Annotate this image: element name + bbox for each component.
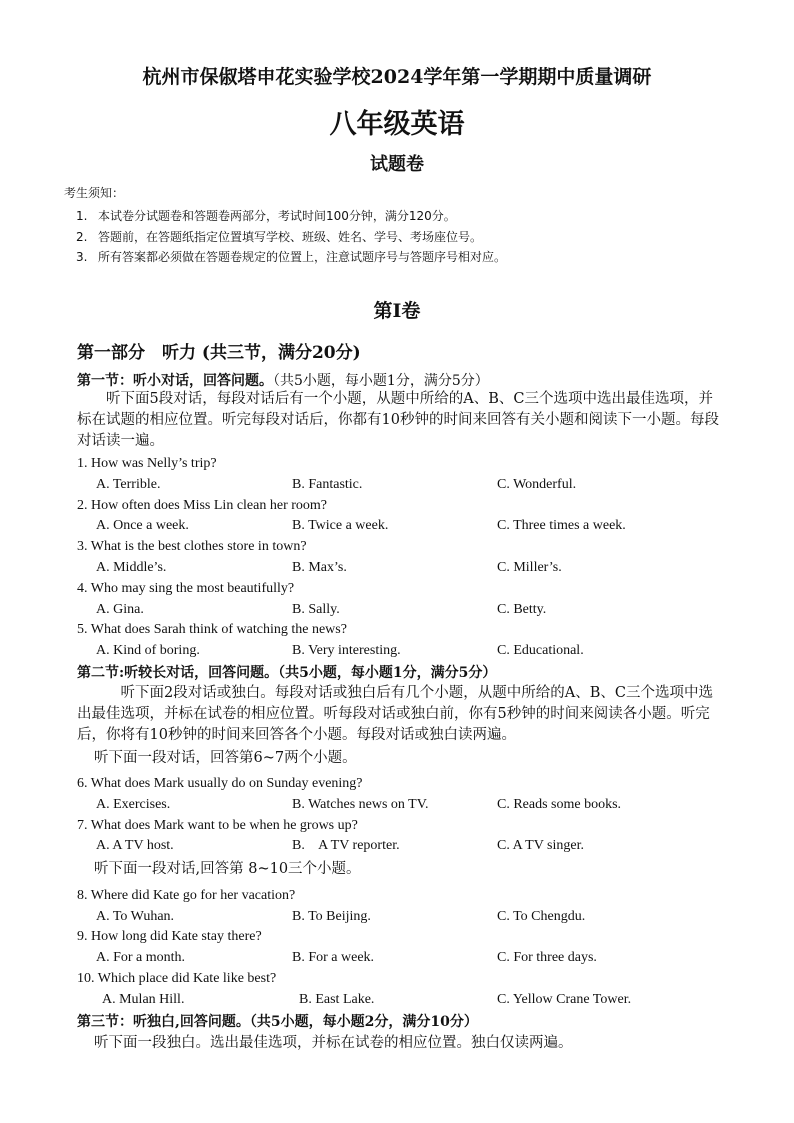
option-a: A. Mulan Hill.: [102, 992, 185, 1007]
option-a: A. Gina.: [96, 602, 144, 617]
listening-note: 听下面一段对话，回答第6~7两个小题。: [94, 750, 357, 766]
option-c: C. Three times a week.: [497, 518, 626, 533]
option-c: C. A TV singer.: [497, 838, 585, 853]
option-a: A. For a month.: [96, 950, 186, 965]
option-c: C. Reads some books.: [497, 797, 622, 812]
section-instructions: 听下面5段对话，每段对话后有一个小题，从题中所给的A、B、C三个选项中选出最佳选项，并标在试题的相应位置。听完每段对话后，你都有10秒钟的时间来回答有关小题和阅读下一小题。每段对话读一遍。: [77, 391, 719, 449]
section-title: 第三节：听独白,回答问题。（共5小题，每小题2分，满分10分）: [77, 1014, 478, 1030]
notice-title: 考生须知：: [64, 186, 125, 200]
question-text: 4. Who may sing the most beautifully?: [77, 581, 295, 596]
notice-item-number: 3.: [76, 250, 88, 264]
listening-note: 听下面一段对话,回答第 8~10三个小题。: [94, 861, 361, 877]
question-text: 10. Which place did Kate like best?: [77, 971, 277, 986]
question-text: 5. What does Sarah think of watching the news?: [77, 622, 347, 637]
option-c: C. For three days.: [497, 950, 597, 965]
notice-item-number: 2.: [76, 230, 88, 244]
option-c: C. Wonderful.: [497, 477, 577, 492]
paper-label: 试题卷: [370, 154, 424, 175]
notice-item-text: 答题前，在答题纸指定位置填写学校、班级、姓名、学号、考场座位号。: [98, 230, 483, 244]
option-a: A. A TV host.: [96, 838, 174, 853]
section-title: 第二节:听较长对话，回答问题。（共5小题，每小题1分，满分5分）: [77, 665, 497, 681]
section-instructions: 听下面一段独白。选出最佳选项，并标在试卷的相应位置。独白仅读两遍。: [94, 1035, 573, 1051]
option-b: B. To Beijing.: [292, 909, 371, 924]
option-b: B. East Lake.: [299, 992, 375, 1007]
option-b: B. Sally.: [292, 602, 340, 617]
question-text: 3. What is the best clothes store in town?: [77, 539, 307, 554]
option-c: C. Betty.: [497, 602, 547, 617]
option-c: C. To Chengdu.: [497, 909, 586, 924]
notice-item: [76, 248, 506, 265]
question-text: 2. How often does Miss Lin clean her room?: [77, 498, 327, 513]
section-title-rest: （共5小题，每小题1分，满分5分）: [273, 373, 489, 389]
section-title-bold: 第一节：听小对话，回答问题。: [77, 373, 273, 389]
question-text: 7. What does Mark want to be when he grows up?: [77, 818, 358, 833]
school-title: 杭州市保俶塔申花实验学校2024学年第一学期期中质量调研: [142, 66, 652, 88]
option-a: A. Middle’s.: [96, 560, 167, 575]
question-text: 8. Where did Kate go for her vacation?: [77, 888, 296, 903]
option-b: B. Twice a week.: [292, 518, 389, 533]
notice-item-text: 本试卷分试题卷和答题卷两部分，考试时间100分钟，满分120分。: [98, 209, 456, 223]
part-title: 第一部分 听力 (共三节，满分20分): [77, 343, 361, 363]
notice-item: [76, 228, 482, 245]
question-text: 9. How long did Kate stay there?: [77, 929, 262, 944]
option-b: B. Max’s.: [292, 560, 347, 575]
option-a: A. Terrible.: [96, 477, 161, 492]
option-a: A. Once a week.: [96, 518, 189, 533]
option-a: A. To Wuhan.: [96, 909, 175, 924]
option-b: B. Very interesting.: [292, 643, 401, 658]
section-instructions: 听下面2段对话或独白。每段对话或独白后有几个小题，从题中所给的A、B、C三个选项中选出最佳选项，并标在试卷的相应位置。听每段对话或独白前，你有5秒钟的时间来阅读各小题。听完后，你将有10秒钟的时间来回答各个小题。每段对话或独白读两遍。: [77, 685, 713, 743]
option-c: C. Miller’s.: [497, 560, 562, 575]
option-b: B. For a week.: [292, 950, 375, 965]
option-b: B. Watches news on TV.: [292, 797, 429, 812]
subject-title: 八年级英语: [329, 109, 465, 140]
volume-title: 第I卷: [373, 300, 421, 322]
notice-item: [76, 207, 456, 224]
option-c: C. Yellow Crane Tower.: [497, 992, 632, 1007]
notice-item-text: 所有答案都必须做在答题卷规定的位置上，注意试题序号与答题序号相对应。: [98, 250, 507, 264]
option-a: A. Kind of boring.: [96, 643, 200, 658]
section-title: [77, 370, 489, 390]
notice-item-number: 1.: [76, 209, 88, 223]
option-b: B. A TV reporter.: [292, 838, 400, 853]
question-text: 6. What does Mark usually do on Sunday evening?: [77, 776, 363, 791]
option-c: C. Educational.: [497, 643, 584, 658]
option-b: B. Fantastic.: [292, 477, 363, 492]
option-a: A. Exercises.: [96, 797, 171, 812]
question-text: 1. How was Nelly’s trip?: [77, 456, 217, 471]
